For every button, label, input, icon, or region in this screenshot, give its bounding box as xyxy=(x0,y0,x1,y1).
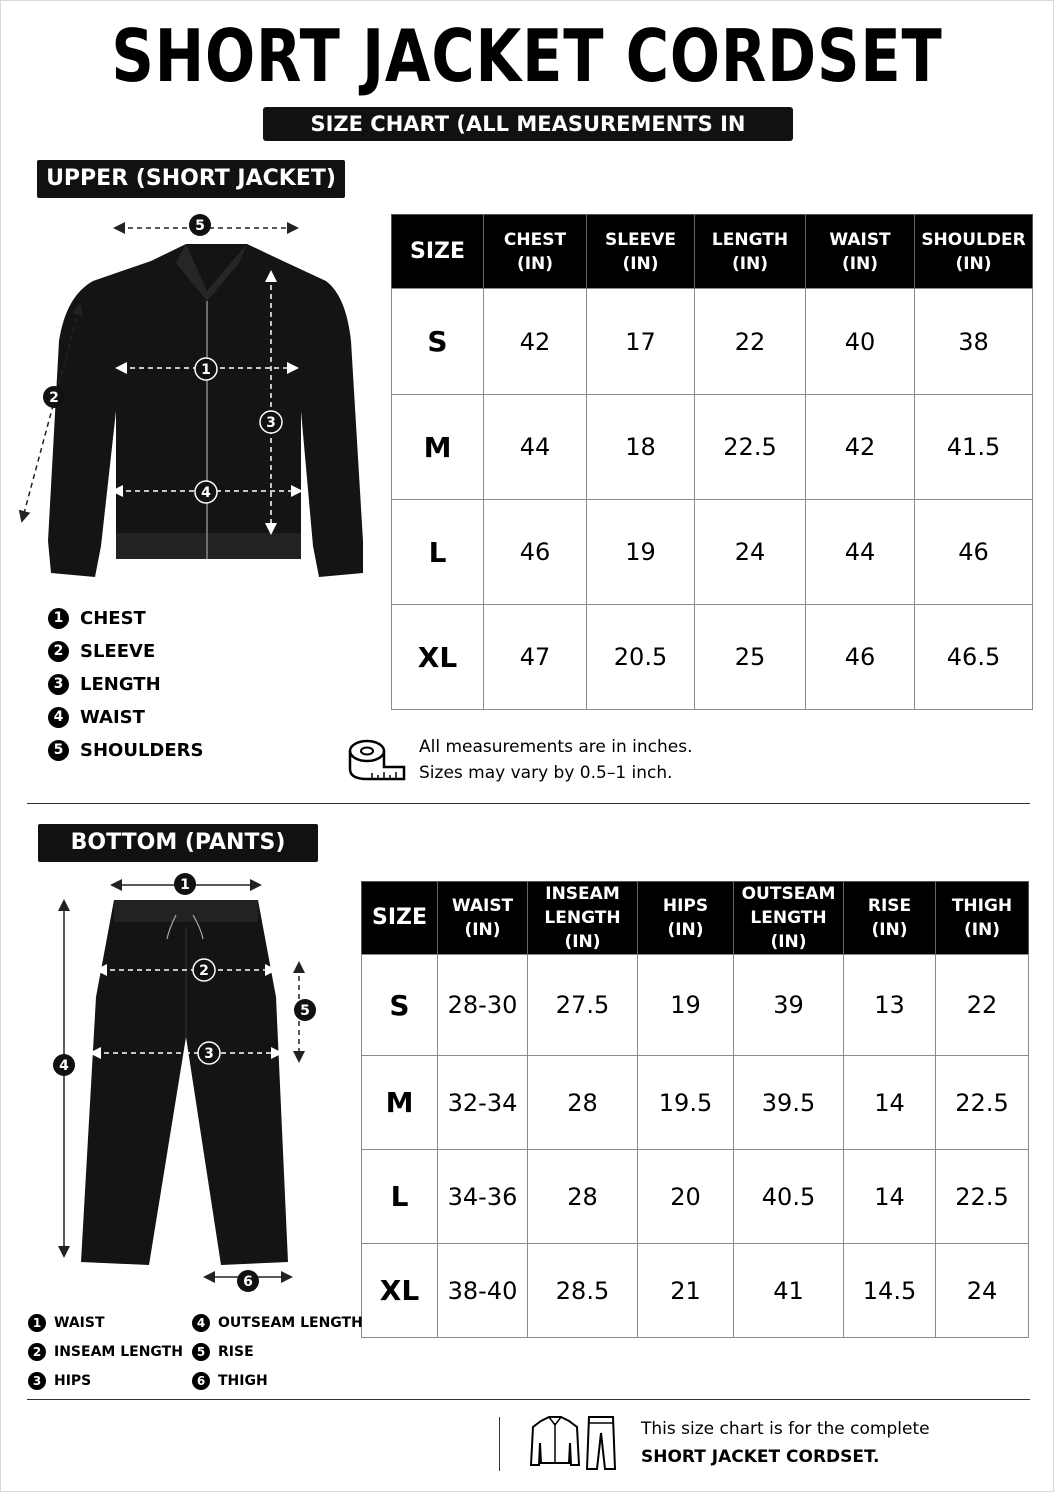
pants-marker-3: 3 xyxy=(204,1046,214,1062)
table-cell: 24 xyxy=(936,1244,1029,1338)
pants-marker-5: 5 xyxy=(300,1003,310,1019)
page-title: SHORT JACKET CORDSET xyxy=(111,14,943,98)
table-row xyxy=(362,1244,1029,1338)
table-row xyxy=(392,500,1033,605)
table-cell: 20 xyxy=(638,1150,734,1244)
table-cell: 38 xyxy=(915,289,1033,395)
table-cell: 32-34 xyxy=(438,1056,528,1150)
table-cell: 19 xyxy=(587,500,695,605)
header-waist: WAIST (IN) xyxy=(438,882,528,955)
table-cell: M xyxy=(362,1056,438,1150)
table-cell: 22.5 xyxy=(695,395,806,500)
table-cell: 28.5 xyxy=(528,1244,638,1338)
table-cell: 39 xyxy=(734,955,844,1056)
table-cell: 44 xyxy=(484,395,587,500)
bottom-legend-col1 xyxy=(28,1308,183,1395)
table-cell: XL xyxy=(362,1244,438,1338)
legend-item: 2 INSEAM LENGTH xyxy=(28,1337,183,1366)
upper-section-heading: UPPER (SHORT JACKET) xyxy=(37,160,345,198)
jacket-marker-1: 1 xyxy=(201,362,211,378)
legend-item: 1 CHEST xyxy=(48,602,203,635)
table-cell: 41.5 xyxy=(915,395,1033,500)
footer-note: This size chart is for the complete SHORT JACKET CORDSET. xyxy=(641,1419,930,1467)
jacket-marker-3: 3 xyxy=(266,415,276,431)
table-row xyxy=(362,1056,1029,1150)
table-cell: 19 xyxy=(638,955,734,1056)
table-cell: 28-30 xyxy=(438,955,528,1056)
measurement-note: All measurements are in inches. Sizes may vary by 0.5–1 inch. xyxy=(419,737,693,783)
table-cell: 46 xyxy=(484,500,587,605)
pants-shape xyxy=(81,900,288,1265)
table-cell: 21 xyxy=(638,1244,734,1338)
jacket-and-pants-icon xyxy=(527,1413,619,1473)
section-divider xyxy=(27,803,1030,804)
table-cell: 22.5 xyxy=(936,1056,1029,1150)
table-cell: 41 xyxy=(734,1244,844,1338)
header-sleeve: SLEEVE (IN) xyxy=(587,215,695,289)
table-cell: 34-36 xyxy=(438,1150,528,1244)
table-cell: S xyxy=(392,289,484,395)
table-cell: 46 xyxy=(915,500,1033,605)
table-cell: 25 xyxy=(695,605,806,710)
table-cell: 42 xyxy=(484,289,587,395)
table-cell: L xyxy=(362,1150,438,1244)
table-cell: 46 xyxy=(806,605,915,710)
legend-item: 5 SHOULDERS xyxy=(48,734,203,767)
table-cell: 14 xyxy=(844,1150,936,1244)
table-cell: 39.5 xyxy=(734,1056,844,1150)
footer-vertical-divider xyxy=(499,1417,500,1471)
table-cell: 14 xyxy=(844,1056,936,1150)
legend-item: 1 WAIST xyxy=(28,1308,183,1337)
pants-diagram xyxy=(41,867,341,1297)
table-cell: 47 xyxy=(484,605,587,710)
header-hips: HIPS (IN) xyxy=(638,882,734,955)
pants-marker-6: 6 xyxy=(243,1274,253,1290)
table-cell: 22 xyxy=(936,955,1029,1056)
header-length: LENGTH (IN) xyxy=(695,215,806,289)
footer-divider xyxy=(27,1399,1030,1400)
table-cell: 17 xyxy=(587,289,695,395)
header-thigh: THIGH (IN) xyxy=(936,882,1029,955)
table-cell: 19.5 xyxy=(638,1056,734,1150)
upper-size-table xyxy=(391,214,1033,710)
subtitle-banner: SIZE CHART (ALL MEASUREMENTS IN INCHES) xyxy=(263,107,793,141)
table-cell: S xyxy=(362,955,438,1056)
header-inseam: INSEAM LENGTH (IN) xyxy=(528,882,638,955)
table-cell: 46.5 xyxy=(915,605,1033,710)
table-cell: 27.5 xyxy=(528,955,638,1056)
table-row xyxy=(362,1150,1029,1244)
table-cell: 38-40 xyxy=(438,1244,528,1338)
table-row xyxy=(362,955,1029,1056)
bottom-legend-col2 xyxy=(192,1308,363,1395)
legend-item: 4 OUTSEAM LENGTH xyxy=(192,1308,363,1337)
legend-item: 3 HIPS xyxy=(28,1366,183,1395)
table-row xyxy=(392,605,1033,710)
table-cell: XL xyxy=(392,605,484,710)
bottom-size-table xyxy=(361,881,1029,1338)
table-cell: 18 xyxy=(587,395,695,500)
pants-marker-1: 1 xyxy=(180,877,190,893)
header-waist: WAIST (IN) xyxy=(806,215,915,289)
header-shoulder: SHOULDER (IN) xyxy=(915,215,1033,289)
jacket-diagram xyxy=(1,201,381,601)
upper-legend xyxy=(48,602,203,767)
legend-item: 5 RISE xyxy=(192,1337,363,1366)
jacket-marker-4: 4 xyxy=(201,485,211,501)
table-header-row xyxy=(362,882,1029,955)
legend-item: 6 THIGH xyxy=(192,1366,363,1395)
measuring-tape-icon xyxy=(347,737,407,783)
table-cell: 40.5 xyxy=(734,1150,844,1244)
pants-marker-4: 4 xyxy=(59,1058,69,1074)
header-outseam: OUTSEAM LENGTH (IN) xyxy=(734,882,844,955)
header-chest: CHEST (IN) xyxy=(484,215,587,289)
legend-item: 2 SLEEVE xyxy=(48,635,203,668)
table-cell: 22 xyxy=(695,289,806,395)
table-row xyxy=(392,289,1033,395)
header-size: SIZE xyxy=(392,215,484,289)
header-rise: RISE (IN) xyxy=(844,882,936,955)
table-cell: 22.5 xyxy=(936,1150,1029,1244)
legend-item: 4 WAIST xyxy=(48,701,203,734)
header-size: SIZE xyxy=(362,882,438,955)
table-cell: 28 xyxy=(528,1056,638,1150)
table-header-row xyxy=(392,215,1033,289)
table-cell: 13 xyxy=(844,955,936,1056)
table-cell: 20.5 xyxy=(587,605,695,710)
jacket-marker-2: 2 xyxy=(49,390,59,406)
table-cell: 40 xyxy=(806,289,915,395)
legend-item: 3 LENGTH xyxy=(48,668,203,701)
table-cell: 44 xyxy=(806,500,915,605)
table-row xyxy=(392,395,1033,500)
bottom-section-heading: BOTTOM (PANTS) xyxy=(38,824,318,862)
table-cell: 24 xyxy=(695,500,806,605)
table-cell: 14.5 xyxy=(844,1244,936,1338)
table-cell: L xyxy=(392,500,484,605)
table-cell: 42 xyxy=(806,395,915,500)
jacket-marker-5: 5 xyxy=(195,218,205,234)
pants-marker-2: 2 xyxy=(199,963,209,979)
table-cell: 28 xyxy=(528,1150,638,1244)
table-cell: M xyxy=(392,395,484,500)
